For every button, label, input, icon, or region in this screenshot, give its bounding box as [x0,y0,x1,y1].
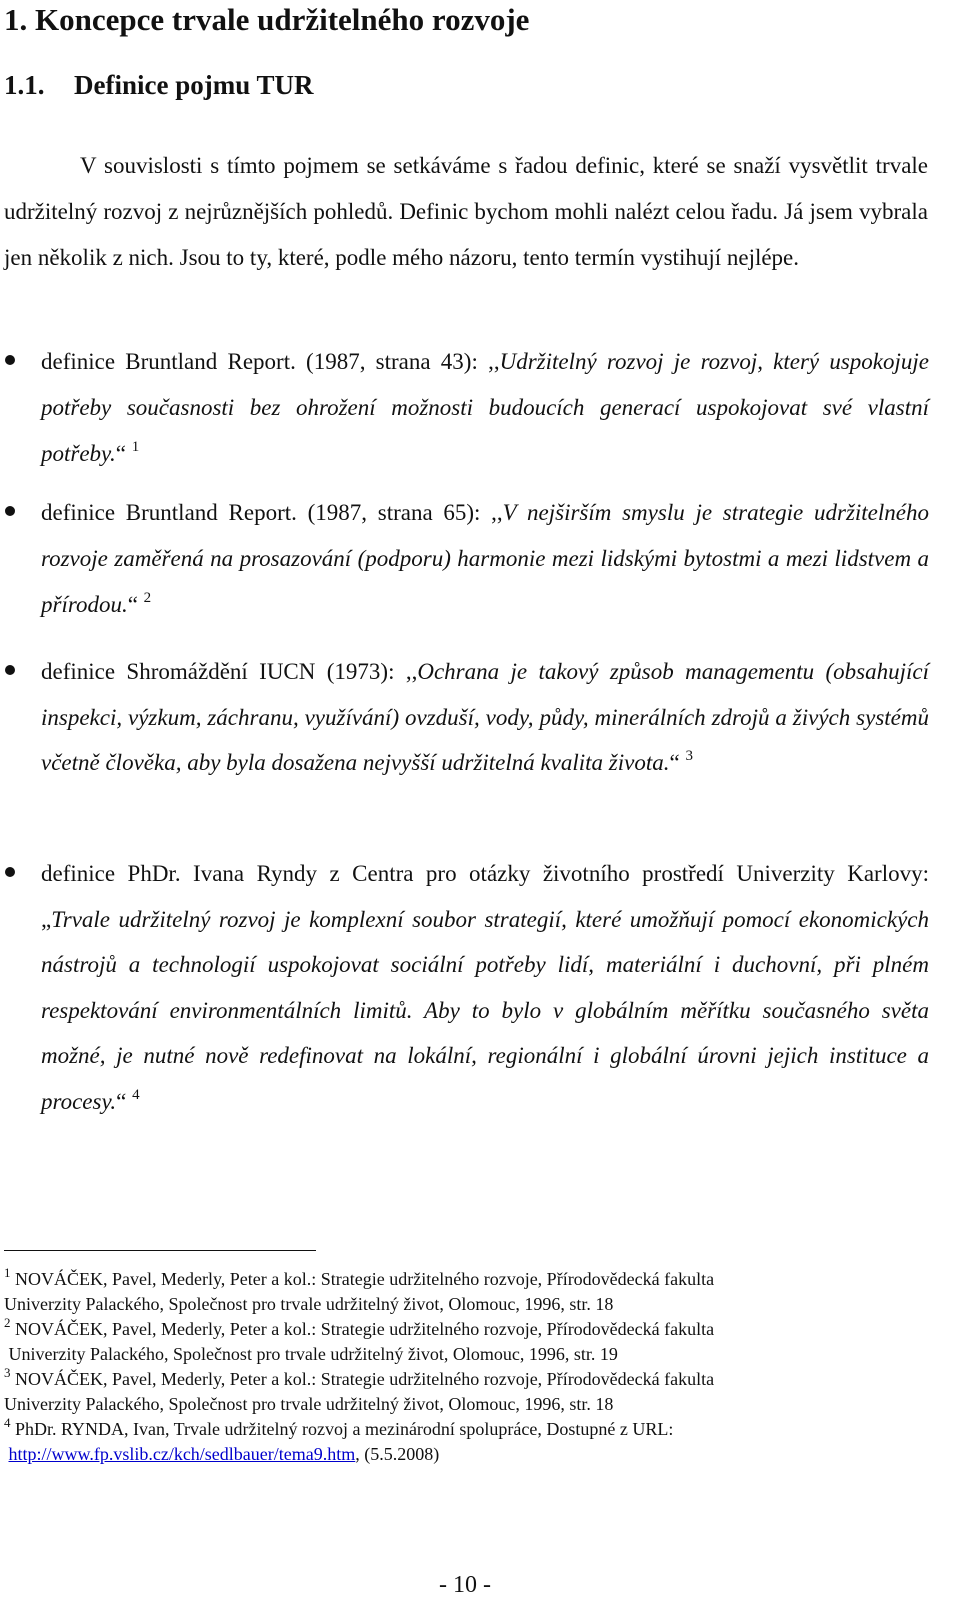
bullet-icon [5,355,15,365]
chapter-heading: 1. Koncepce trvale udržitelného rozvoje [4,2,530,37]
definition-quote: Trvale udržitelný rozvoj je komplexní soubor strategií, které umožňují pomocí ekonomických nástrojů a technologií uspokojovat sociální potřeby lidí, materiální i duchovní, při plném respektování environmentálních limitů. Aby to bylo v globálním měřítku současného světa možné, je nutné nově redefinovat na lokální, regionální i globální úrovni jejich instituce a procesy. [41,906,929,1114]
footnote-line [4,1342,934,1367]
quote-close: “ [116,1088,127,1114]
footnote-text: Univerzity Palackého, Společnost pro trvale udržitelný život, Olomouc, 1996, str. 19 [8,1344,618,1364]
page-number: - 10 - [439,1572,491,1598]
section-title: Definice pojmu TUR [74,70,314,100]
footnote-line [4,1417,934,1442]
footnote-text: NOVÁČEK, Pavel, Mederly, Peter a kol.: Strategie udržitelného rozvoje, Přírodovědecká fakulta [15,1369,715,1389]
footnote-text: , (5.5.2008) [355,1444,440,1464]
footnote-ref[interactable]: 3 [685,748,693,764]
section-number: 1.1. [4,70,45,100]
intro-paragraph [4,143,928,281]
definition-quote: V nejširším smyslu je strategie udržitelného rozvoje zaměřená na prosazování (podporu) harmonie mezi lidskými bytostmi a mezi lidstvem a přírodou. [41,500,929,617]
footnote-ref[interactable]: 1 [131,439,140,455]
intro-text: V souvislosti s tímto pojmem se setkáváme s řadou definic, které se snaží vysvětlit trvale udržitelný rozvoj z nejrůznějších pohledů. Definic bychom mohli nalézt celou řadu. Já jsem vybrala jen několik z nich. Jsou to ty, které, podle mého názoru, tento termín vystihují nejlépe. [4,153,928,270]
footnote-line [4,1442,934,1467]
footnote-link[interactable]: http://www.fp.vslib.cz/kch/sedlbauer/tema9.htm [8,1444,356,1464]
footnote-ref[interactable]: 2 [143,590,152,606]
footnote-line [4,1267,934,1292]
footnote-text: PhDr. RYNDA, Ivan, Trvale udržitelný rozvoj a mezinárodní spolupráce, Dostupné z URL: [15,1419,674,1439]
footnote-line [4,1292,934,1317]
quote-close: “ [669,750,680,775]
section-heading [4,70,314,101]
definition-text [41,851,929,1124]
bullet-icon [5,665,15,675]
footnote-text: Univerzity Palackého, Společnost pro trvale udržitelný život, Olomouc, 1996, str. 18 [4,1394,614,1414]
footnote-text: NOVÁČEK, Pavel, Mederly, Peter a kol.: Strategie udržitelného rozvoje, Přírodovědecká fakulta [15,1319,715,1339]
definition-text [41,490,929,628]
quote-close: “ [127,592,138,617]
footnote-number: 4 [4,1415,11,1430]
quote-close: “ [115,441,126,466]
footnote-line [4,1392,934,1417]
footnote-line [4,1367,934,1392]
definition-lead: definice PhDr. Ivana Ryndy z Centra pro otázky životního prostředí Univerzity Karlovy: „ [41,861,929,932]
footnote-number: 3 [4,1365,11,1380]
definition-quote: Ochrana je takový způsob managementu (obsahující inspekci, výzkum, záchranu, využívání) ovzduší, vody, půdy, minerálních zdrojů a živých systémů včetně člověka, aby byla dosažena nejvyšší udržitelná kvalita života. [41,659,929,775]
footnote-number: 1 [4,1265,11,1280]
definition-lead: definice Bruntland Report. (1987, strana 65): ,, [41,500,503,525]
footnote-text: NOVÁČEK, Pavel, Mederly, Peter a kol.: Strategie udržitelného rozvoje, Přírodovědecká fakulta [15,1269,715,1289]
footnote-number: 2 [4,1315,11,1330]
footnote-ref[interactable]: 4 [132,1086,140,1103]
definition-lead: definice Shromáždění IUCN (1973): ,, [41,659,418,684]
footnotes [4,1267,934,1467]
bullet-icon [5,506,15,516]
definition-text [41,339,929,477]
footnote-separator [4,1250,316,1251]
footnote-line [4,1317,934,1342]
footnote-text: Univerzity Palackého, Společnost pro trvale udržitelný život, Olomouc, 1996, str. 18 [4,1294,614,1314]
definition-text [41,649,929,786]
definition-quote: Udržitelný rozvoj je rozvoj, který uspokojuje potřeby současnosti bez ohrožení možnosti budoucích generací uspokojovat své vlastní potřeby. [41,349,930,466]
definition-lead: definice Bruntland Report. (1987, strana 43): ,, [41,349,500,374]
bullet-icon [5,867,15,877]
